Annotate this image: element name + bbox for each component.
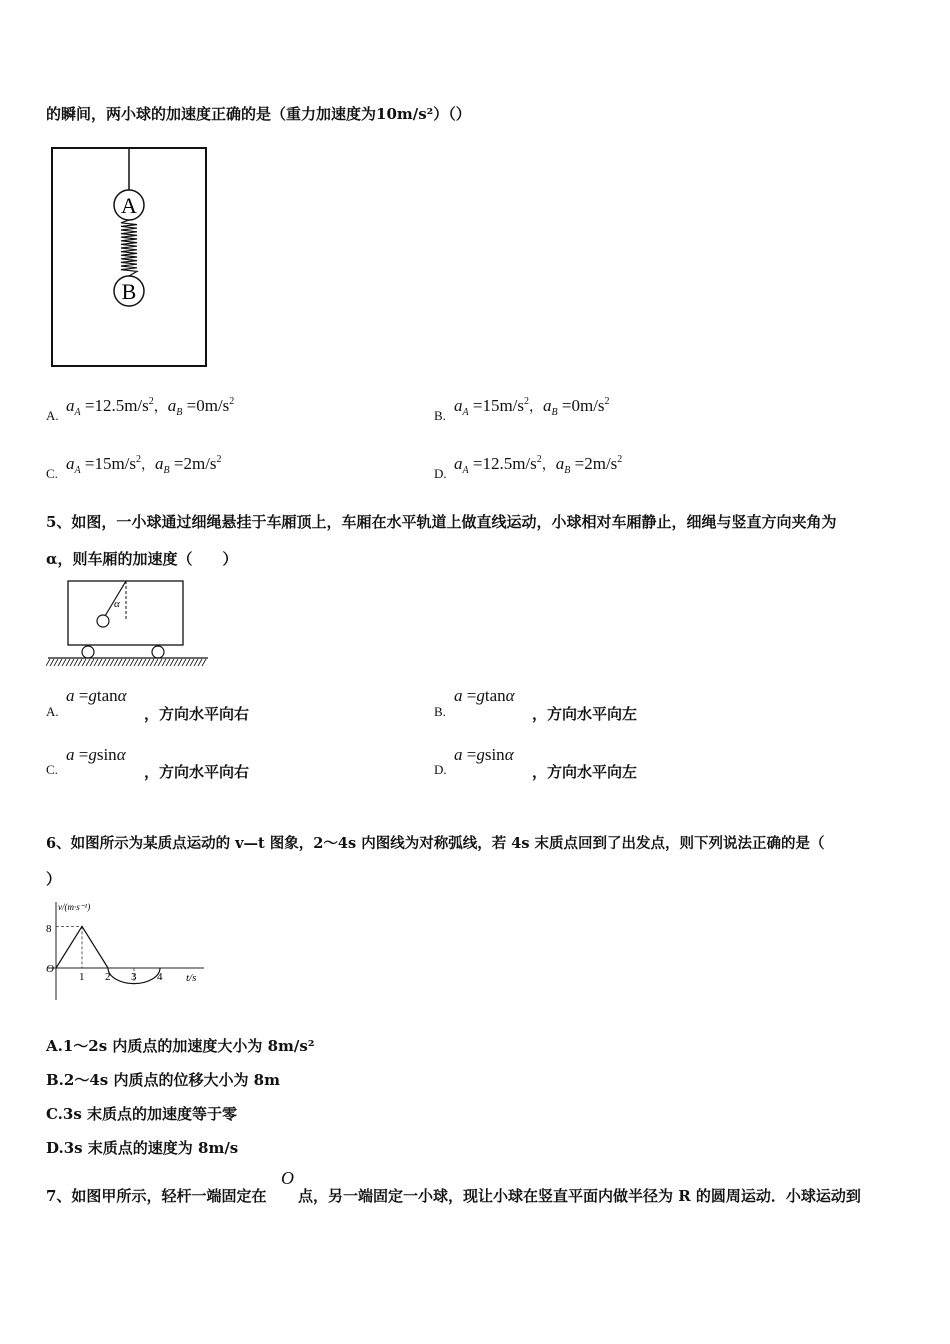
option-label: B.: [434, 704, 446, 719]
origin-label: O: [46, 963, 54, 975]
x-tick-label: 3: [131, 971, 137, 983]
x-axis-label: t/s: [186, 972, 197, 984]
hatch-mark: [70, 659, 74, 666]
hatch-mark: [122, 659, 126, 666]
hatch-mark: [202, 659, 206, 666]
hatch-mark: [178, 659, 182, 666]
option-formula: a =gtanα: [454, 686, 515, 705]
ball-b-label: B: [121, 279, 137, 304]
angle-label: α: [114, 598, 120, 610]
hatch-mark: [190, 659, 194, 666]
hatch-mark: [98, 659, 102, 666]
q6-stem-line2: ）: [46, 870, 62, 888]
hatch-mark: [198, 659, 202, 666]
hatch-mark: [62, 659, 66, 666]
hatch-mark: [50, 659, 54, 666]
hatch-mark: [162, 659, 166, 666]
hatch-mark: [158, 659, 162, 666]
hatch-mark: [126, 659, 130, 666]
option-text: ，方向水平向左: [532, 705, 638, 723]
x-tick-label: 4: [157, 971, 163, 983]
option-formula: a =gsinα: [454, 745, 514, 764]
hatch-mark: [82, 659, 86, 666]
option-label: D.: [434, 762, 447, 777]
hatch-mark: [74, 659, 78, 666]
q6-vt-chart: [44, 898, 214, 1004]
q6-option-c: C.3s 末质点的加速度等于零: [46, 1105, 238, 1123]
q6-option-d: D.3s 末质点的速度为 8m/s: [46, 1139, 239, 1157]
option-text: ，方向水平向右: [144, 763, 250, 781]
option-formula: $a_A =15m/s^2$，$a_B =2m/s^2$: [66, 454, 222, 476]
hatch-mark: [154, 659, 158, 666]
q4-figure: [50, 145, 210, 370]
hatch-mark: [58, 659, 62, 666]
option-formula: $a_A =15m/s^2$，$a_B =0m/s^2$: [454, 396, 610, 418]
option-text: ，方向水平向右: [144, 705, 250, 723]
option-formula: $a_A =12.5m/s^2$，$a_B =0m/s^2$: [66, 396, 235, 418]
y-tick-label: 8: [46, 923, 52, 935]
hatch-mark: [170, 659, 174, 666]
x-tick-label: 2: [105, 971, 111, 983]
hatch-mark: [94, 659, 98, 666]
spring: [121, 220, 137, 276]
ball-a-label: A: [121, 193, 137, 218]
q5-stem-line1: 5、如图，一小球通过细绳悬挂于车厢顶上，车厢在水平轨道上做直线运动，小球相对车厢静止，细绳与竖直方向夹角为: [46, 513, 837, 531]
q6-option-a: A.1～2s 内质点的加速度大小为 8m/s²: [46, 1037, 315, 1055]
option-formula: $a_A =12.5m/s^2$，$a_B =2m/s^2$: [454, 454, 623, 476]
option-label: D.: [434, 466, 447, 481]
point-o: O: [281, 1168, 294, 1188]
hatch-mark: [46, 659, 50, 666]
y-axis-label: v/(m·s⁻¹): [58, 902, 91, 912]
hatch-mark: [130, 659, 134, 666]
q7-stem-part1: 7、如图甲所示，轻杆一端固定在: [46, 1187, 267, 1205]
hatch-mark: [90, 659, 94, 666]
option-label: A.: [46, 408, 59, 423]
option-label: B.: [434, 408, 446, 423]
option-formula: a =gtanα: [66, 686, 127, 705]
hatch-mark: [106, 659, 110, 666]
hatch-mark: [150, 659, 154, 666]
hatch-mark: [146, 659, 150, 666]
q6-stem-line1: 6、如图所示为某质点运动的 v—t 图象，2～4s 内图线为对称弧线，若 4s 末质点回到了出发点，则下列说法正确的是（: [46, 835, 825, 852]
q6-option-b: B.2～4s 内质点的位移大小为 8m: [46, 1071, 280, 1089]
hatch-mark: [66, 659, 70, 666]
q4-stem: 的瞬间，两小球的加速度正确的是（重力加速度为10m/s²）（）: [46, 105, 471, 123]
hatch-mark: [138, 659, 142, 666]
option-formula: a =gsinα: [66, 745, 126, 764]
option-label: C.: [46, 466, 58, 481]
hatch-mark: [86, 659, 90, 666]
q7-stem-part2: 点，另一端固定一小球，现让小球在竖直平面内做半径为 R 的圆周运动．小球运动到: [298, 1187, 861, 1205]
hatch-mark: [114, 659, 118, 666]
x-tick-label: 1: [79, 971, 85, 983]
hatch-mark: [78, 659, 82, 666]
hatch-mark: [142, 659, 146, 666]
ground-hatch: [46, 659, 206, 666]
hatch-mark: [134, 659, 138, 666]
hatch-mark: [110, 659, 114, 666]
option-label: C.: [46, 762, 58, 777]
option-text: ，方向水平向左: [532, 763, 638, 781]
q5-figure: [46, 578, 211, 670]
q5-stem-line2: α，则车厢的加速度（ ）: [46, 550, 238, 568]
hatch-mark: [118, 659, 122, 666]
hatch-mark: [182, 659, 186, 666]
hatch-mark: [174, 659, 178, 666]
hatch-mark: [166, 659, 170, 666]
hatch-mark: [194, 659, 198, 666]
hatch-mark: [102, 659, 106, 666]
hatch-mark: [54, 659, 58, 666]
hatch-mark: [186, 659, 190, 666]
option-label: A.: [46, 704, 59, 719]
